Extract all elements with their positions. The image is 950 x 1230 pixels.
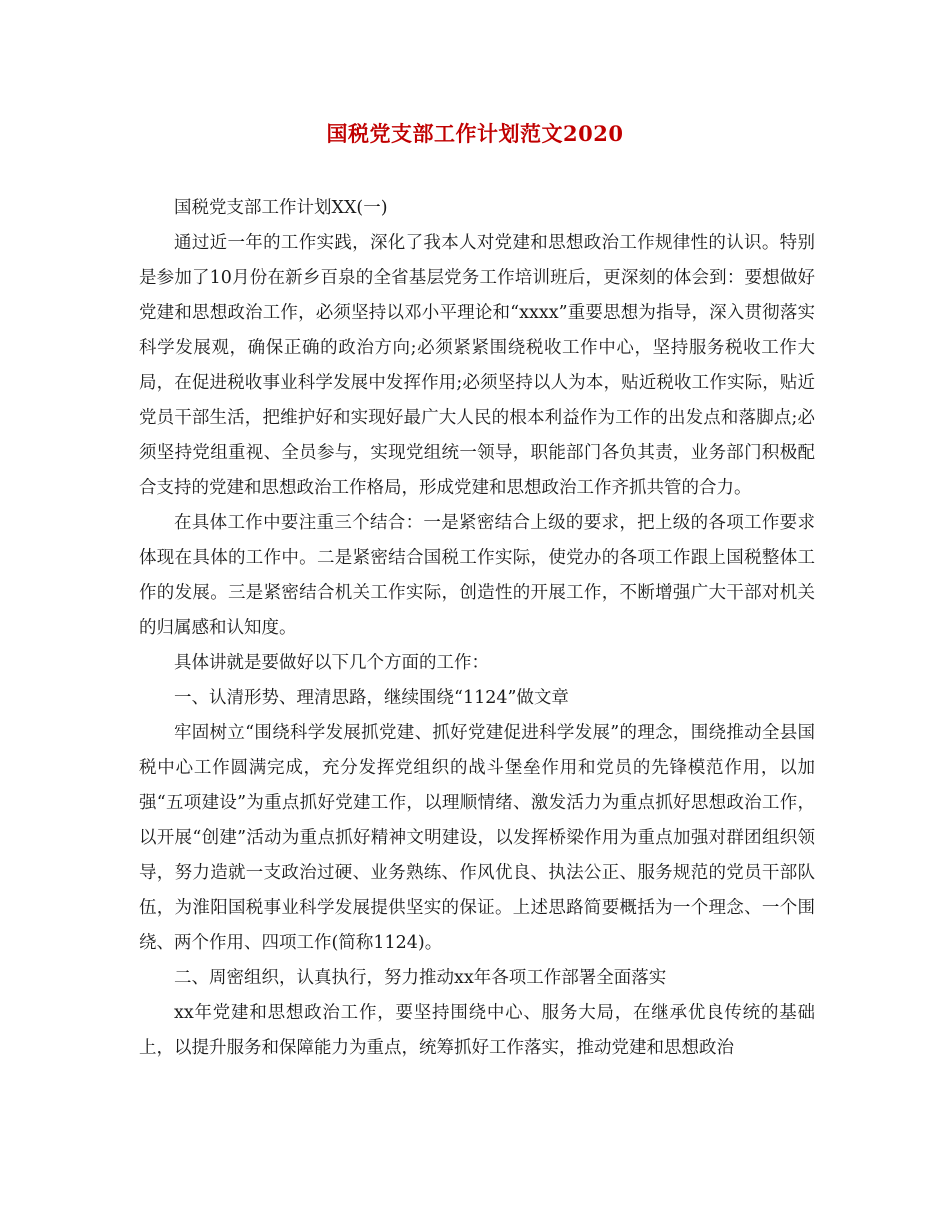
- paragraph: 通过近一年的工作实践，深化了我本人对党建和思想政治工作规律性的认识。特别是参加了10月份在新乡百泉的全省基层党务工作培训班后，更深刻的体会到：要想做好党建和思想政治工作，必须坚持以邓小平理论和“xxxx”重要思想为指导，深入贯彻落实科学发展观，确保正确的政治方向;必须紧紧围绕税收工作中心，坚持服务税收工作大局，在促进税收事业科学发展中发挥作用;必须坚持以人为本，贴近税收工作实际，贴近党员干部生活，把维护好和实现好最广大人民的根本利益作为工作的出发点和落脚点;必须坚持党组重视、全员参与，实现党组统一领导，职能部门各负其责，业务部门积极配合支持的党建和思想政治工作格局，形成党建和思想政治工作齐抓共管的合力。: [139, 233, 815, 498]
- paragraph: 具体讲就是要做好以下几个方面的工作：: [174, 653, 489, 673]
- document-body: [139, 191, 815, 1066]
- section-heading: 国税党支部工作计划XX(一): [174, 198, 388, 218]
- paragraph: 牢固树立“围绕科学发展抓党建、抓好党建促进科学发展”的理念，围绕推动全县国税中心工作圆满完成，充分发挥党组织的战斗堡垒作用和党员的先锋模范作用，以加强“五项建设”为重点抓好党建工作，以理顺情绪、激发活力为重点抓好思想政治工作，以开展“创建”活动为重点抓好精神文明建设，以发挥桥梁作用为重点加强对群团组织领导，努力造就一支政治过硬、业务熟练、作风优良、执法公正、服务规范的党员干部队伍，为淮阳国税事业科学发展提供坚实的保证。上述思路简要概括为一个理念、一个围绕、两个作用、四项工作(简称1124)。: [139, 723, 815, 953]
- document-title: 国税党支部工作计划范文2020: [326, 121, 624, 146]
- section-heading: 一、认清形势、理清思路，继续围绕“1124”做文章: [174, 688, 569, 708]
- paragraph: xx年党建和思想政治工作，要坚持围绕中心、服务大局，在继承优良传统的基础上，以提升服务和保障能力为重点，统筹抓好工作落实，推动党建和思想政治: [139, 1003, 815, 1058]
- paragraph: 在具体工作中要注重三个结合：一是紧密结合上级的要求，把上级的各项工作要求体现在具体的工作中。二是紧密结合国税工作实际，使党办的各项工作跟上国税整体工作的发展。三是紧密结合机关工作实际，创造性的开展工作，不断增强广大干部对机关的归属感和认知度。: [139, 513, 815, 638]
- section-heading: 二、周密组织，认真执行，努力推动xx年各项工作部署全面落实: [174, 968, 667, 988]
